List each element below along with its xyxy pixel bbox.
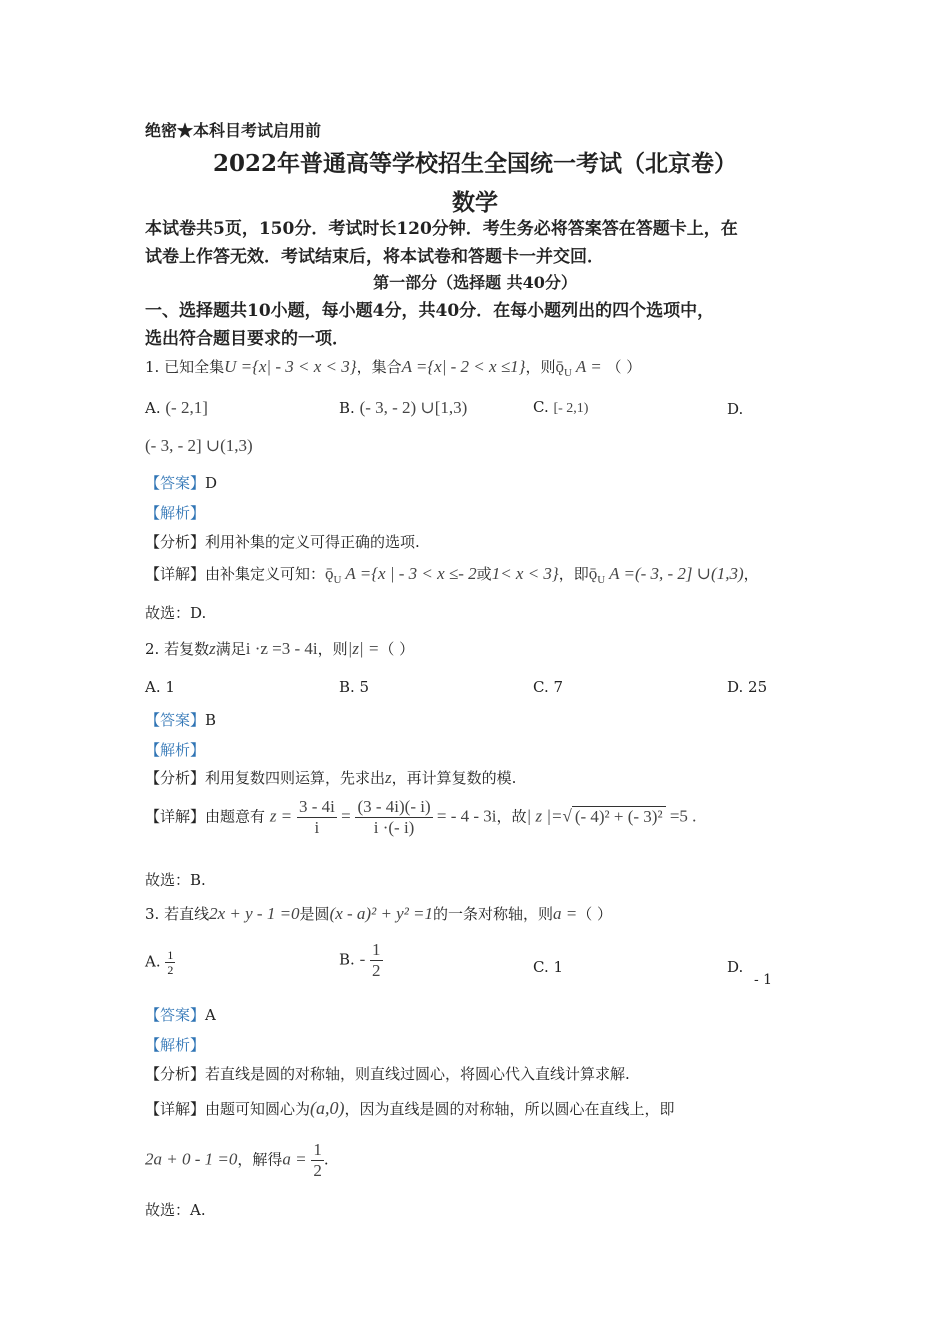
q3-option-d-value: - 1 xyxy=(754,972,773,988)
q2-option-c: C. 7 xyxy=(533,678,564,696)
q1-answer: 【答案】D xyxy=(145,474,218,492)
q3-option-c: C. 1 xyxy=(533,958,564,976)
confidential-mark: 绝密★本科目考试启用前 xyxy=(145,121,322,140)
exam-instructions: 本试卷共5页，150分．考试时长120分钟．考生务必将答案答在答题卡上，在 试卷上作答无效．考试结束后，将本试卷和答题卡一并交回． xyxy=(145,219,738,267)
exam-title: 2022年普通高等学校招生全国统一考试（北京卷） xyxy=(212,150,737,177)
q3-result: 故选：A. xyxy=(145,1201,206,1219)
part-heading: 第一部分（选择题 共40分） xyxy=(373,273,577,292)
q2-stem: 2. 若复数z满足i ·z =3 - 4i，则|z| =（ ） xyxy=(145,639,415,658)
q1-option-a: A. (- 2,1] xyxy=(145,398,208,417)
q3-analysis-label: 【解析】 xyxy=(145,1036,206,1054)
section-heading: 一、选择题共10小题，每小题4分，共40分．在每小题列出的四个选项中， 选出符合题目要求的一项． xyxy=(145,301,715,349)
q2-result: 故选：B. xyxy=(145,871,206,889)
q3-answer: 【答案】A xyxy=(145,1006,216,1024)
q1-option-d-value: (- 3, - 2] ∪(1,3) xyxy=(145,436,253,455)
q1-fenxi: 【分析】利用补集的定义可得正确的选项. xyxy=(145,533,420,551)
q3-option-a: A. $\frac{1}{2}$ xyxy=(145,948,174,977)
q1-option-c: C. [- 2,1) xyxy=(533,398,589,416)
q1-option-d: D. xyxy=(727,400,744,418)
q3-detail-equation: 2a + 0 - 1 =0，解得a = $\frac{1}{2}$ . xyxy=(145,1140,329,1180)
q2-option-b: B. 5 xyxy=(339,678,370,696)
q3-detail: 【详解】由题可知圆心为(a,0)，因为直线是圆的对称轴，所以圆心在直线上，即 xyxy=(145,1098,675,1118)
q2-detail: 【详解】由题意有 z = $\frac{3 - 4i}{i}$ = $\frac{(3 - 4i)(- i)}{i \cdot(- i)}$ = - 4 - 3i，故| z |=√ (- 4)² + (- 3)² =5 . xyxy=(145,797,697,837)
q2-analysis-label: 【解析】 xyxy=(145,741,206,759)
q1-option-b: B. (- 3, - 2) ∪[1,3) xyxy=(339,398,468,417)
q3-stem: 3. 若直线2x + y - 1 =0是圆(x - a)² + y² =1的一条对称轴，则a =（ ） xyxy=(145,904,613,923)
q1-detail: 【详解】由补集定义可知：$ǭ_U$ A ={x | - 3 < x ≤- 2或1< x < 3}，即$ǭ_U$ A =(- 3, - 2] ∪(1,3)， xyxy=(145,564,759,586)
q1-result: 故选：D. xyxy=(145,604,207,622)
q1-stem: 1. 已知全集U ={x| - 3 < x < 3}，集合A ={x| - 2 < x ≤1}，则$ǭ_U$ A = （ ） xyxy=(145,357,642,379)
q2-answer: 【答案】B xyxy=(145,711,217,729)
q3-fenxi: 【分析】若直线是圆的对称轴，则直线过圆心，将圆心代入直线计算求解. xyxy=(145,1065,630,1083)
q3-option-d: D. xyxy=(727,958,744,976)
q2-fenxi: 【分析】利用复数四则运算，先求出z，再计算复数的模. xyxy=(145,768,517,787)
q3-option-b: B. - $\frac{1}{2}$ xyxy=(339,940,381,980)
subject-title: 数学 xyxy=(452,189,498,216)
q1-analysis-label: 【解析】 xyxy=(145,504,206,522)
q2-option-d: D. 25 xyxy=(727,678,768,696)
q2-option-a: A. 1 xyxy=(145,678,175,696)
